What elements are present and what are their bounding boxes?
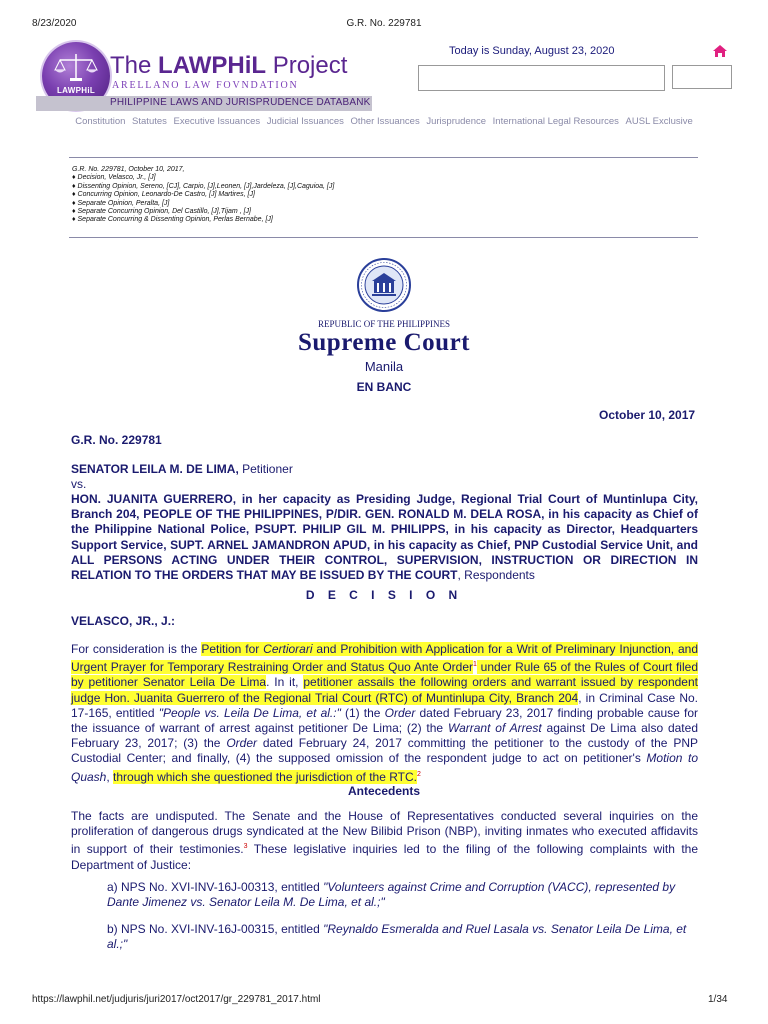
paragraph-1: For consideration is the Petition for Certiorari and Prohibition with Application for a Writ of Preliminary Injunction, and Urgent Prayer for Temporary Restraining Order and Status Quo Ante Order$^1$ under Rule 65 of the Rules of Court filed by petitioner Senator Leila De Lima. In it, petitioner assails the following orders and warrant issued by respondent judge Hon. Juanita Guerrero of the Regional Trial Court (RTC) of Muntinlupa City, Branch 204, in Criminal Case No. 17-165, entitled "People vs. Leila De Lima, et al.:" (1) the Order dated February 23, 2017 finding probable cause for the issuance of warrant of arrest against petitioner De Lima; (2) the Warrant of Arrest against De Lima also dated February 23, 2017; (3) the Order dated February 24, 2017 committing the petitioner to the custody of the PNP Custodial Center; and finally, (4) the supposed omission of the respondent judge to act on petitioner's Motion to Quash, through which she questioned the jurisdiction of the RTC.$^2$	[71, 642, 699, 784]
nav-judicial-issuances[interactable]: Judicial Issuances	[266, 116, 344, 127]
divider-top	[69, 157, 698, 158]
foundation-name: ARELLANO LAW FOVNDATION	[112, 80, 299, 91]
site-title[interactable]: The LAWPHiL Project	[110, 52, 348, 79]
petitioner: SENATOR LEILA M. DE LIMA, Petitioner	[71, 462, 293, 476]
case-citation: G.R. No. 229781, October 10, 2017,	[72, 166, 185, 173]
nav-jurisprudence[interactable]: Jurisprudence	[426, 116, 487, 127]
nav-constitution[interactable]: Constitution	[75, 116, 126, 127]
versus: vs.	[71, 477, 87, 491]
print-title: G.R. No. 229781	[346, 18, 422, 29]
republic-heading: REPUBLIC OF THE PHILIPPINES	[317, 319, 451, 329]
nav-statutes[interactable]: Statutes	[132, 116, 167, 127]
footnote-ref-3[interactable]: 3	[243, 843, 248, 851]
court-city: Manila	[364, 359, 404, 374]
nav-international-legal-resources[interactable]: International Legal Resources	[492, 116, 619, 127]
opinion-link[interactable]: ♦ Separate Concurring Opinion, Del Castillo, [J],Tijam , [J]	[72, 208, 251, 216]
footnote-ref-2[interactable]: 2	[417, 770, 421, 778]
opinion-link[interactable]: ♦ Decision, Velasco, Jr., [J]	[72, 174, 156, 182]
court-name: Supreme Court	[297, 329, 470, 356]
related-opinions-list	[72, 166, 334, 225]
antecedents-heading: Antecedents	[347, 784, 421, 798]
main-nav	[0, 116, 768, 127]
nav-executive-issuances[interactable]: Executive Issuances	[173, 116, 261, 127]
today-date: Today is Sunday, August 23, 2020	[449, 45, 615, 57]
paragraph-2: The facts are undisputed. The Senate and the House of Representatives conducted several inquiries on the proliferation of dangerous drugs syndicated at the New Bilibid Prison (NBP), inviting inmates who executed affidavits in support of their testimonies.$^3$ These legislative inquiries led to the filing of the following complaints with the Department of Justice:	[71, 809, 699, 872]
opinion-link[interactable]: ♦ Separate Concurring & Dissenting Opinion, Perlas Bernabe, [J]	[72, 216, 273, 224]
court-division: EN BANC	[356, 380, 412, 394]
complaint-item-a: a) NPS No. XVI-INV-16J-00313, entitled "Volunteers against Crime and Corruption (VACC), represented by Dante Jimenez vs. Senator Leila M. De Lima, et al.;"	[107, 880, 676, 910]
supreme-court-seal-icon	[357, 258, 411, 312]
decision-heading: D E C I S I O N	[305, 588, 463, 602]
scales-of-justice-icon	[54, 52, 98, 84]
respondents: HON. JUANITA GUERRERO, in her capacity as Presiding Judge, Regional Trial Court of Muntinlupa City, Branch 204, PEOPLE OF THE PHILIPPINES, P/DIR. GEN. RONALD M. DELA ROSA, in his capacity as Chief of the Philippine National Police, PSUPT. PHILIP GIL M. PHILIPPS, in his capacity as Director, Headquarters Support Service, SUPT. ARNEL JAMANDRON APUD, in his capacity as Chief, PNP Custodial Service Unit, and ALL PERSONS ACTING UNDER THEIR CONTROL, SUPERVISION, INSTRUCTION OR DIRECTION IN RELATION TO THE ORDERS THAT MAY BE ISSUED BY THE COURT, Respondents	[71, 492, 698, 583]
search-input[interactable]	[418, 65, 665, 91]
footnote-ref-1[interactable]: 1	[473, 661, 477, 669]
print-page-number: 1/34	[708, 994, 728, 1005]
divider-bottom	[69, 237, 698, 238]
complaint-item-b: b) NPS No. XVI-INV-16J-00315, entitled "Reynaldo Esmeralda and Ruel Lasala vs. Senator Leila De Lima, et al.;"	[107, 922, 687, 952]
opinion-link[interactable]: ♦ Separate Opinion, Peralta, [J]	[72, 199, 170, 207]
logo-badge-text: LAWPHiL	[56, 86, 96, 95]
databank-banner: PHILIPPINE LAWS AND JURISPRUDENCE DATABANK	[36, 96, 372, 111]
print-url: https://lawphil.net/judjuris/juri2017/oct2017/gr_229781_2017.html	[32, 994, 321, 1005]
opinion-link[interactable]: ♦ Concurring Opinion, Leonardo-De Castro, [J] Martires, [J]	[72, 191, 255, 199]
nav-other-issuances[interactable]: Other Issuances	[350, 116, 420, 127]
nav-ausl-exclusive[interactable]: AUSL Exclusive	[625, 116, 693, 127]
print-date: 8/23/2020	[32, 18, 77, 29]
opinion-link[interactable]: ♦ Dissenting Opinion, Sereno, [CJ], Carpio, [J],Leonen, [J],Jardeleza, [J],Caguioa, [J]	[72, 182, 335, 190]
search-button[interactable]	[672, 65, 732, 89]
decision-date: October 10, 2017	[599, 408, 696, 422]
home-icon[interactable]	[712, 44, 728, 58]
gr-number: G.R. No. 229781	[71, 433, 162, 447]
ponente: VELASCO, JR., J.:	[71, 614, 176, 628]
